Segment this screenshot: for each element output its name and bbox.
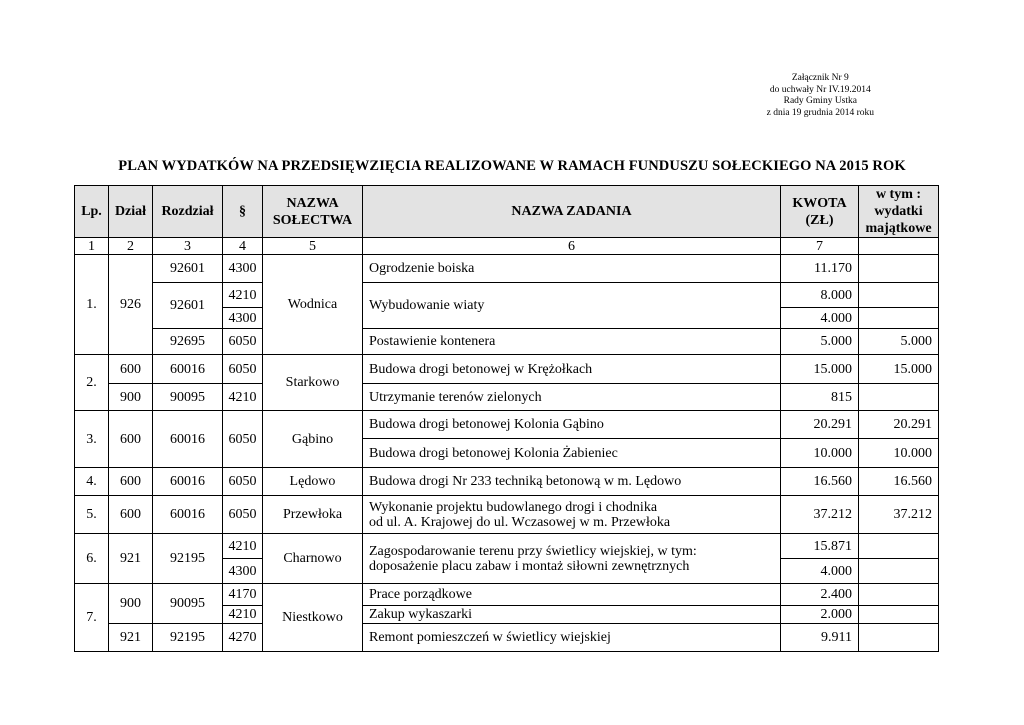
cell-kwota: 20.291 <box>781 411 859 439</box>
cell-paragraph: 6050 <box>223 329 263 355</box>
cell-paragraph: 4210 <box>223 283 263 308</box>
cell-kwota: 2.400 <box>781 584 859 606</box>
cell-kwota: 5.000 <box>781 329 859 355</box>
annex-note <box>767 73 874 119</box>
cell-majatkowe <box>859 559 939 584</box>
column-number: 4 <box>223 238 263 255</box>
header-wtym-l1: w tym : <box>875 187 922 202</box>
cell-rozdzial: 60016 <box>153 355 223 384</box>
table-row <box>75 534 939 559</box>
cell-majatkowe <box>859 606 939 624</box>
header-zadanie: NAZWA ZADANIA <box>363 186 781 238</box>
column-number: 7 <box>781 238 859 255</box>
cell-solectwo: Przewłoka <box>263 496 363 534</box>
cell-zadanie: Ogrodzenie boiska <box>363 255 781 283</box>
cell-dzial: 600 <box>109 355 153 384</box>
header-kwota <box>781 186 859 238</box>
cell-paragraph: 4210 <box>223 534 263 559</box>
cell-rozdzial: 60016 <box>153 411 223 468</box>
cell-lp: 3. <box>75 411 109 468</box>
cell-zadanie: Prace porządkowe <box>363 584 781 606</box>
cell-lp: 4. <box>75 468 109 496</box>
header-paragraph: § <box>223 186 263 238</box>
cell-zadanie: Budowa drogi betonowej w Krężołkach <box>363 355 781 384</box>
cell-majatkowe <box>859 255 939 283</box>
cell-dzial: 900 <box>109 584 153 624</box>
cell-lp: 1. <box>75 255 109 355</box>
header-row <box>75 186 939 238</box>
cell-solectwo: Niestkowo <box>263 584 363 652</box>
cell-majatkowe: 15.000 <box>859 355 939 384</box>
cell-majatkowe: 5.000 <box>859 329 939 355</box>
table-row <box>75 411 939 439</box>
table-row <box>75 624 939 652</box>
cell-rozdzial: 92601 <box>153 255 223 283</box>
cell-kwota: 815 <box>781 384 859 411</box>
column-number: 1 <box>75 238 109 255</box>
cell-dzial: 921 <box>109 624 153 652</box>
column-number: 6 <box>363 238 781 255</box>
cell-paragraph: 4210 <box>223 606 263 624</box>
cell-kwota: 2.000 <box>781 606 859 624</box>
table-row <box>75 584 939 606</box>
cell-zadanie: Budowa drogi betonowej Kolonia Gąbino <box>363 411 781 439</box>
annex-line: z dnia 19 grudnia 2014 roku <box>766 107 874 118</box>
header-kwota-l1: KWOTA <box>792 195 847 211</box>
annex-line: do uchwały Nr IV.19.2014 <box>769 84 871 95</box>
cell-zadanie: Postawienie kontenera <box>363 329 781 355</box>
cell-kwota: 4.000 <box>781 559 859 584</box>
zadanie-line: Wykonanie projektu budowlanego drogi i chodnika <box>369 499 658 515</box>
cell-dzial: 900 <box>109 384 153 411</box>
column-number: 2 <box>109 238 153 255</box>
cell-majatkowe <box>859 384 939 411</box>
annex-line: Załącznik Nr 9 <box>791 73 849 83</box>
zadanie-line: od ul. A. Krajowej do ul. Wczasowej w m. Przewłoka <box>369 514 671 530</box>
cell-zadanie: Budowa drogi betonowej Kolonia Żabieniec <box>363 439 781 468</box>
cell-dzial: 926 <box>109 255 153 355</box>
cell-lp: 2. <box>75 355 109 411</box>
cell-zadanie: Zakup wykaszarki <box>363 606 781 624</box>
cell-solectwo: Starkowo <box>263 355 363 411</box>
cell-kwota: 8.000 <box>781 283 859 308</box>
header-wtym-l3: majątkowe <box>865 221 932 236</box>
cell-majatkowe <box>859 534 939 559</box>
cell-kwota: 15.000 <box>781 355 859 384</box>
cell-zadanie: Wybudowanie wiaty <box>363 283 781 329</box>
cell-rozdzial: 60016 <box>153 468 223 496</box>
cell-majatkowe: 20.291 <box>859 411 939 439</box>
header-solectwo-l1: NAZWA <box>286 195 339 211</box>
cell-kwota: 11.170 <box>781 255 859 283</box>
header-lp: Lp. <box>75 186 109 238</box>
column-number-row <box>75 238 939 255</box>
cell-solectwo: Gąbino <box>263 411 363 468</box>
table-row <box>75 283 939 308</box>
column-number: 3 <box>153 238 223 255</box>
cell-solectwo: Wodnica <box>263 255 363 355</box>
header-dzial: Dział <box>109 186 153 238</box>
cell-solectwo: Lędowo <box>263 468 363 496</box>
cell-paragraph: 6050 <box>223 468 263 496</box>
cell-paragraph: 4300 <box>223 559 263 584</box>
cell-rozdzial: 92195 <box>153 624 223 652</box>
cell-dzial: 921 <box>109 534 153 584</box>
cell-zadanie <box>363 534 781 584</box>
cell-rozdzial: 90095 <box>153 584 223 624</box>
cell-majatkowe <box>859 283 939 308</box>
cell-rozdzial: 92601 <box>153 283 223 329</box>
cell-lp: 7. <box>75 584 109 652</box>
cell-zadanie: Utrzymanie terenów zielonych <box>363 384 781 411</box>
header-wtym <box>859 186 939 238</box>
header-solectwo-l2: SOŁECTWA <box>272 212 353 228</box>
annex-line: Rady Gminy Ustka <box>783 96 857 106</box>
cell-solectwo: Charnowo <box>263 534 363 584</box>
cell-rozdzial: 60016 <box>153 496 223 534</box>
cell-rozdzial: 92695 <box>153 329 223 355</box>
zadanie-line: Zagospodarowanie terenu przy świetlicy wiejskiej, w tym: <box>369 543 697 559</box>
table-row <box>75 329 939 355</box>
cell-zadanie: Remont pomieszczeń w świetlicy wiejskiej <box>363 624 781 652</box>
cell-zadanie: Budowa drogi Nr 233 techniką betonową w m. Lędowo <box>363 468 781 496</box>
cell-kwota: 16.560 <box>781 468 859 496</box>
cell-majatkowe <box>859 584 939 606</box>
cell-kwota: 9.911 <box>781 624 859 652</box>
cell-dzial: 600 <box>109 411 153 468</box>
cell-majatkowe: 16.560 <box>859 468 939 496</box>
page-title: PLAN WYDATKÓW NA PRZEDSIĘWZIĘCIA REALIZOWANE W RAMACH FUNDUSZU SOŁECKIEGO NA 2015 ROK <box>118 158 906 174</box>
cell-kwota: 4.000 <box>781 308 859 329</box>
cell-paragraph: 6050 <box>223 411 263 468</box>
cell-majatkowe <box>859 624 939 652</box>
cell-paragraph: 4210 <box>223 384 263 411</box>
header-solectwo <box>263 186 363 238</box>
cell-paragraph: 4300 <box>223 255 263 283</box>
table-row <box>75 255 939 283</box>
cell-paragraph: 4300 <box>223 308 263 329</box>
cell-kwota: 10.000 <box>781 439 859 468</box>
cell-paragraph: 6050 <box>223 496 263 534</box>
table-row <box>75 496 939 534</box>
cell-dzial: 600 <box>109 468 153 496</box>
header-rozdzial: Rozdział <box>153 186 223 238</box>
cell-lp: 6. <box>75 534 109 584</box>
cell-majatkowe <box>859 308 939 329</box>
cell-rozdzial: 92195 <box>153 534 223 584</box>
cell-majatkowe: 10.000 <box>859 439 939 468</box>
cell-paragraph: 6050 <box>223 355 263 384</box>
cell-paragraph: 4170 <box>223 584 263 606</box>
zadanie-line: doposażenie placu zabaw i montaż siłowni zewnętrznych <box>369 558 690 574</box>
table-row <box>75 468 939 496</box>
cell-majatkowe: 37.212 <box>859 496 939 534</box>
cell-kwota: 37.212 <box>781 496 859 534</box>
cell-zadanie <box>363 496 781 534</box>
header-kwota-l2: (ZŁ) <box>805 212 834 228</box>
cell-lp: 5. <box>75 496 109 534</box>
column-number-empty <box>859 238 939 255</box>
table-row <box>75 355 939 384</box>
header-wtym-l2: wydatki <box>874 204 923 219</box>
cell-paragraph: 4270 <box>223 624 263 652</box>
column-number: 5 <box>263 238 363 255</box>
cell-dzial: 600 <box>109 496 153 534</box>
expenses-table <box>74 185 939 652</box>
table-row <box>75 384 939 411</box>
cell-rozdzial: 90095 <box>153 384 223 411</box>
cell-kwota: 15.871 <box>781 534 859 559</box>
